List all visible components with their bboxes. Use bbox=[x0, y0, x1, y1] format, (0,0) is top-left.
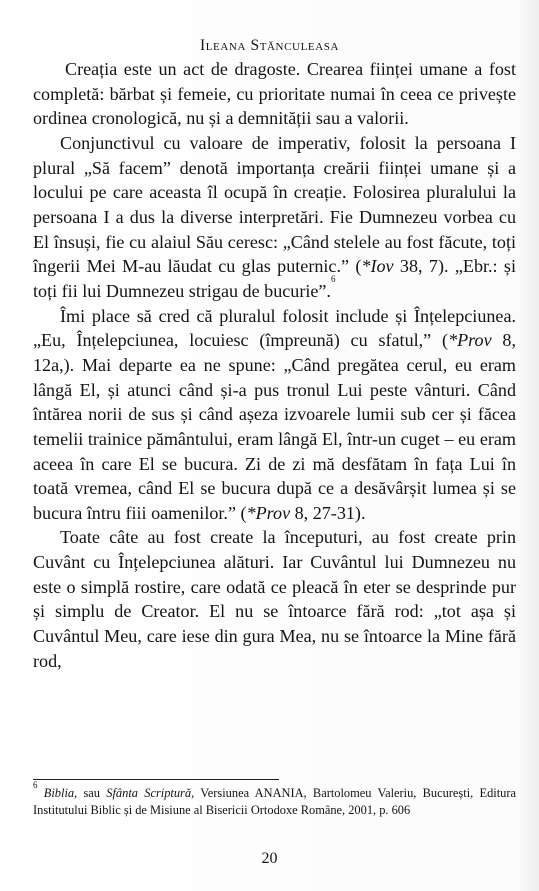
footnote-separator: , sau bbox=[74, 786, 107, 800]
paragraph-4: Toate câte au fost create la începuturi, au fost create prin Cuvânt cu Înțelepciunea alături. Iar Cuvântul lui Dumnezeu nu este o simplă rostire, care odată ce pleacă în eter se desprinde pur și simplu de Creator. El nu se întoarce fără rod: „tot așa și Cuvântul Meu, care iese din gura Mea, nu se întoarce la Mine fără rod, bbox=[33, 527, 516, 671]
footnote-source-title: Biblia bbox=[43, 786, 75, 800]
paragraph-1: Creația este un act de dragoste. Crearea ființei umane a fost completă: bărbat și femeie, cu prioritate numai în ceea ce privește ordinea cronologică, nu și a demnității sau a valorii. bbox=[33, 59, 516, 129]
paragraph-3-intro: Îmi place să cred că pluralul folosit include și Înțelepciunea. „Eu, Înțelepciunea, locuiesc (împreună) cu sfatul,” ( bbox=[33, 305, 516, 351]
paragraph-3-mid: 8, 12a,). Mai departe ea ne spune: „Când pregătea cerul, eu eram lângă El, și atunci când și-a pus tronul Lui peste vânturi. Când întărea norii de sus și când așeza izvoarele lumii sub cer și făcea temelii trainice pământului, eram lângă El, într-un cuget – eu eram aceea în care El se bucura. Zi de zi mă desfătam în fața Lui în toată vremea, când El se bucura după ce a desăvârșit lumea și se bucura întru fiii oamenilor.” ( bbox=[33, 330, 516, 523]
running-header: Ileana Stănculeasa bbox=[199, 37, 340, 54]
footnote-source-alt: Sfânta Scriptură bbox=[106, 786, 192, 800]
footnote-details: , Versiunea ANANIA, Bartolomeu Valeriu, București, Editura Institutului Biblic și de Misiune al Bisericii Ortodoxe Române, 2001, p. 606 bbox=[33, 786, 516, 817]
footnote-divider bbox=[33, 779, 279, 780]
main-text bbox=[33, 57, 516, 673]
footnote bbox=[33, 780, 516, 818]
footnote-number: 6 bbox=[33, 780, 38, 790]
scripture-ref-iov: *Iov bbox=[361, 256, 394, 277]
paragraph-2 bbox=[33, 131, 516, 304]
footnote-marker: 6 bbox=[330, 273, 336, 284]
scripture-ref-prov-2: *Prov bbox=[246, 502, 291, 523]
scripture-ref-prov-1: *Prov bbox=[448, 330, 492, 351]
paragraph-3-end: 8, 27-31). bbox=[290, 502, 366, 523]
paragraph-2-intro: Conjunctivul cu valoare de imperativ, folosit la persoana I plural „Să facem” denotă importanța creării ființei umane și a locului pe care aceasta îl ocupă în creație. Folosirea pluralului la persoana I a dus la diverse interpretări. Fie Dumnezeu vorbea cu El însuși, fie cu alaiul Său ceresc: „Când stelele au fost făcute, toți îngerii Mei M-au lăudat cu glas puternic.” ( bbox=[33, 132, 516, 277]
paragraph-2-mid: 38, 7). „Ebr.: și toți fii lui Dumnezeu strigau de bucurie”. bbox=[33, 256, 516, 301]
paragraph-3 bbox=[33, 304, 516, 526]
page-number: 20 bbox=[261, 850, 278, 867]
